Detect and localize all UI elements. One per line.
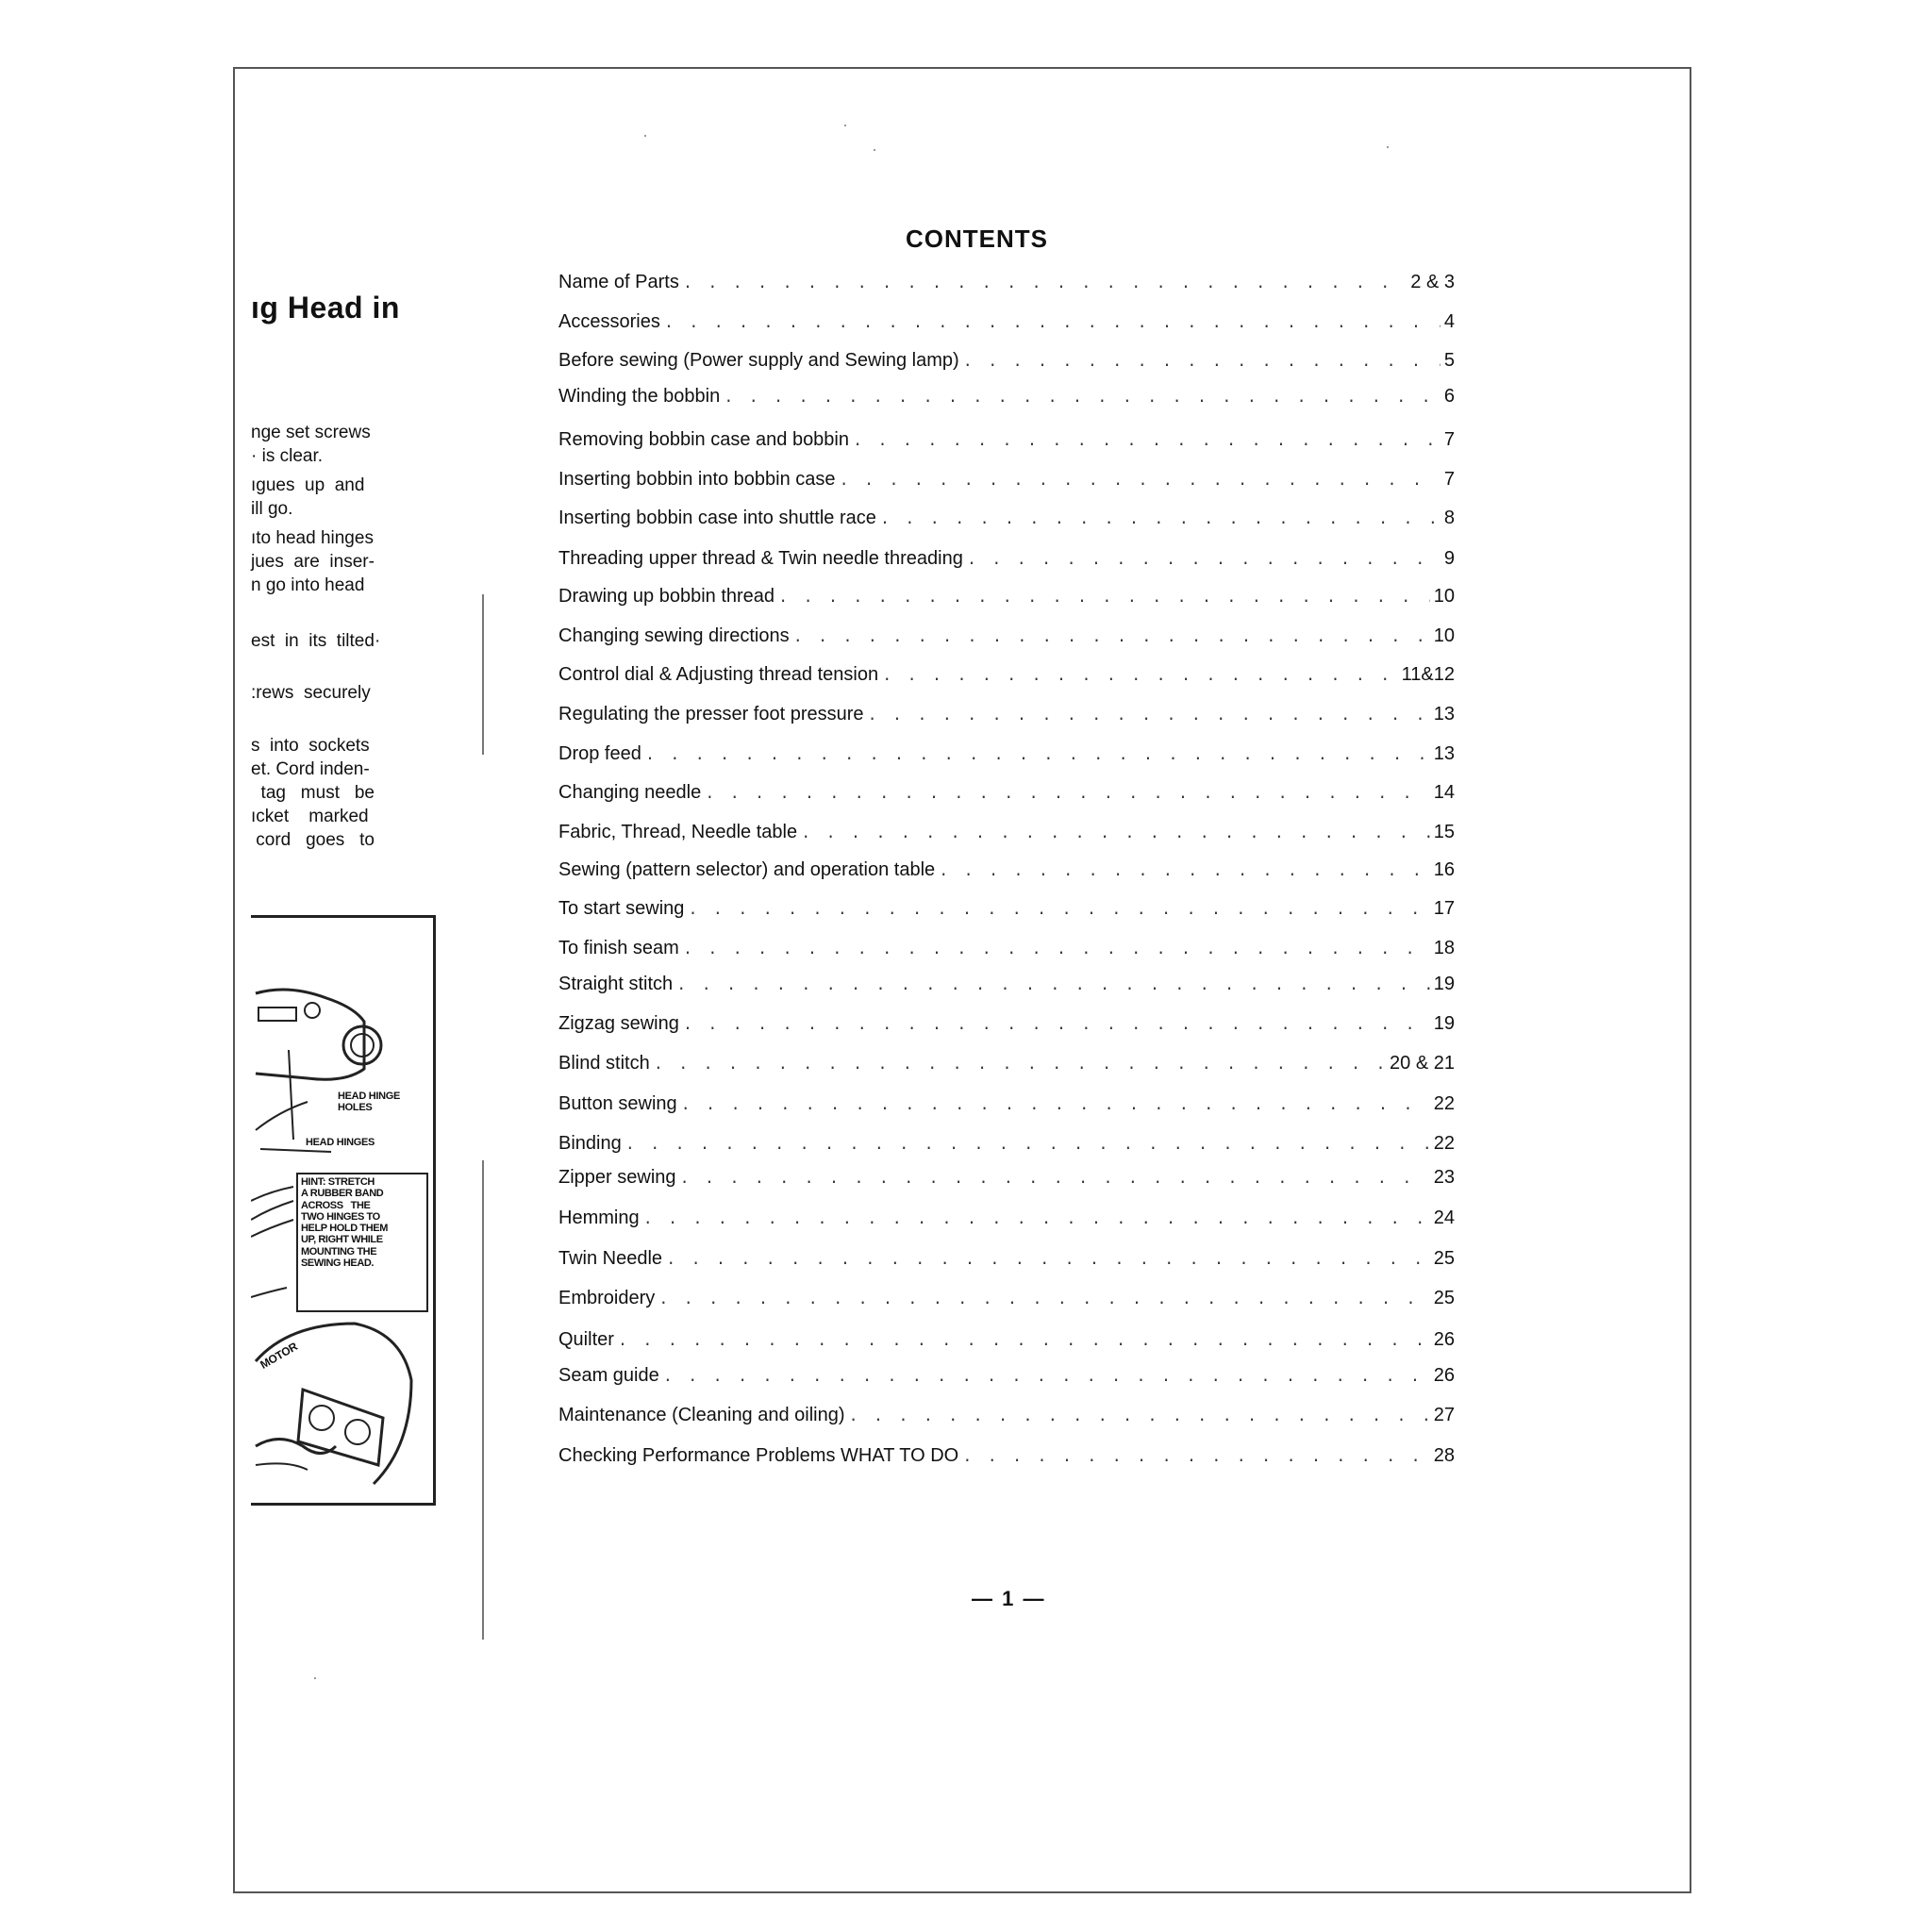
toc-entry-page: 9: [1443, 548, 1455, 569]
toc-entry: [558, 660, 1455, 689]
toc-entry-page: 27: [1433, 1405, 1455, 1425]
toc-leader-dots: [666, 1247, 1430, 1275]
page-gutter-line: [482, 1160, 484, 1640]
toc-entry-title: Zigzag sewing: [558, 1013, 679, 1034]
toc-leader-dots: [683, 1012, 1430, 1041]
toc-leader-dots: [618, 1328, 1430, 1357]
toc-entry-page: 28: [1433, 1445, 1455, 1466]
scan-speck: [314, 1677, 316, 1679]
toc-entry: [558, 425, 1455, 454]
left-page-heading: ıg Head in: [251, 291, 400, 325]
toc-leader-dots: [645, 742, 1430, 771]
toc-entry-page: 4: [1443, 311, 1455, 332]
toc-entry-page: 13: [1433, 743, 1455, 764]
toc-leader-dots: [688, 897, 1429, 925]
toc-entry: [558, 1090, 1455, 1118]
toc-entry: [558, 894, 1455, 923]
toc-entry: [558, 308, 1455, 336]
toc-entry: [558, 504, 1455, 532]
toc-entry: [558, 1244, 1455, 1273]
toc-leader-dots: [724, 385, 1441, 413]
toc-entry-title: Name of Parts: [558, 272, 679, 292]
toc-entry-page: 26: [1433, 1365, 1455, 1386]
toc-entry-title: Zipper sewing: [558, 1167, 676, 1188]
toc-entry-page: 15: [1433, 822, 1455, 842]
toc-entry-title: Blind stitch: [558, 1053, 650, 1074]
toc-leader-dots: [778, 585, 1430, 613]
toc-entry-page: 10: [1433, 625, 1455, 646]
toc-entry-page: 7: [1443, 469, 1455, 490]
page-gutter-line: [482, 594, 484, 755]
toc-entry-page: 14: [1433, 782, 1455, 803]
toc-entry-title: Button sewing: [558, 1093, 677, 1114]
toc-leader-dots: [680, 1166, 1430, 1194]
toc-entry-page: 22: [1433, 1133, 1455, 1154]
toc-leader-dots: [663, 1364, 1430, 1392]
toc-entry-title: Accessories: [558, 311, 660, 332]
toc-leader-dots: [882, 663, 1398, 691]
toc-leader-dots: [654, 1052, 1386, 1080]
toc-entry: [558, 1009, 1455, 1038]
toc-entry-title: Binding: [558, 1133, 622, 1154]
toc-entry-page: 25: [1433, 1248, 1455, 1269]
contents-title: CONTENTS: [906, 225, 1048, 253]
toc-entry: [558, 740, 1455, 768]
toc-leader-dots: [658, 1287, 1429, 1315]
toc-entry-page: 20 & 21: [1390, 1053, 1455, 1074]
toc-entry-page: 5: [1443, 350, 1455, 371]
toc-entry-title: Winding the bobbin: [558, 386, 721, 407]
toc-entry-title: Inserting bobbin case into shuttle race: [558, 508, 876, 528]
toc-entry-title: Quilter: [558, 1329, 614, 1350]
toc-entry-title: Inserting bobbin into bobbin case: [558, 469, 836, 490]
toc-leader-dots: [681, 1092, 1430, 1121]
toc-entry-page: 18: [1433, 938, 1455, 958]
toc-leader-dots: [962, 1444, 1430, 1473]
left-paragraph: ıgues up and ill go.: [251, 475, 365, 519]
toc-leader-dots: [793, 625, 1430, 653]
toc-entry-title: Threading upper thread & Twin needle threading: [558, 548, 963, 569]
toc-entry-title: Changing needle: [558, 782, 702, 803]
toc-entry-page: 10: [1433, 586, 1455, 607]
toc-entry-title: Drop feed: [558, 743, 641, 764]
toc-leader-dots: [967, 547, 1441, 575]
toc-entry: [558, 582, 1455, 610]
toc-entry-title: Seam guide: [558, 1365, 659, 1386]
toc-leader-dots: [625, 1132, 1430, 1160]
toc-entry: [558, 970, 1455, 998]
toc-entry: [558, 268, 1455, 296]
toc-entry-title: Embroidery: [558, 1288, 656, 1308]
toc-entry-title: Straight stitch: [558, 974, 674, 994]
left-paragraph: s into sockets et. Cord inden- tag must be ıcket marked cord goes to: [251, 736, 375, 850]
toc-entry: [558, 778, 1455, 807]
toc-entry: [558, 1325, 1455, 1354]
toc-leader-dots: [849, 1404, 1430, 1432]
toc-entry-page: 22: [1433, 1093, 1455, 1114]
toc-entry-title: Maintenance (Cleaning and oiling): [558, 1405, 845, 1425]
toc-leader-dots: [643, 1207, 1430, 1235]
toc-leader-dots: [676, 973, 1430, 1001]
scan-speck: [874, 149, 875, 151]
left-paragraph: nge set screws · is clear.: [251, 423, 371, 466]
left-paragraph: est in its tilted·: [251, 631, 381, 651]
toc-entry-title: Removing bobbin case and bobbin: [558, 429, 849, 450]
toc-entry: [558, 544, 1455, 573]
toc-entry-title: Before sewing (Power supply and Sewing lamp): [558, 350, 959, 371]
toc-leader-dots: [683, 271, 1407, 299]
toc-entry: [558, 700, 1455, 728]
toc-leader-dots: [840, 468, 1441, 496]
toc-entry-title: Hemming: [558, 1208, 640, 1228]
toc-entry-page: 2 & 3: [1410, 272, 1455, 292]
toc-entry-page: 6: [1443, 386, 1455, 407]
toc-leader-dots: [664, 310, 1441, 339]
toc-entry: [558, 818, 1455, 846]
toc-entry: [558, 1163, 1455, 1191]
toc-entry-title: Fabric, Thread, Needle table: [558, 822, 798, 842]
scan-speck: [644, 135, 646, 137]
toc-entry: [558, 1361, 1455, 1390]
toc-leader-dots: [801, 821, 1430, 849]
toc-leader-dots: [880, 507, 1441, 535]
toc-entry-title: Control dial & Adjusting thread tension: [558, 664, 879, 685]
toc-leader-dots: [963, 349, 1441, 377]
toc-entry: [558, 1441, 1455, 1470]
toc-entry: [558, 1401, 1455, 1429]
left-paragraph: ıto head hinges jues are inser- n go into head: [251, 528, 375, 595]
toc-entry-page: 8: [1443, 508, 1455, 528]
toc-entry: [558, 622, 1455, 650]
toc-entry-page: 7: [1443, 429, 1455, 450]
toc-entry: [558, 1284, 1455, 1312]
toc-entry-title: Drawing up bobbin thread: [558, 586, 775, 607]
toc-entry: [558, 465, 1455, 493]
scan-speck: [844, 125, 846, 126]
toc-entry-page: 19: [1433, 1013, 1455, 1034]
label-head-hinges: HEAD HINGES: [306, 1137, 375, 1148]
toc-entry-title: Sewing (pattern selector) and operation table: [558, 859, 936, 880]
toc-entry-title: Changing sewing directions: [558, 625, 790, 646]
toc-entry: [558, 856, 1455, 884]
toc-entry-title: To finish seam: [558, 938, 679, 958]
sewing-head-illustration: [251, 915, 436, 1506]
toc-entry-page: 25: [1433, 1288, 1455, 1308]
toc-entry: [558, 1204, 1455, 1232]
toc-entry: [558, 1129, 1455, 1158]
toc-entry-page: 11&12: [1401, 664, 1455, 685]
toc-entry-page: 24: [1433, 1208, 1455, 1228]
toc-entry-title: To start sewing: [558, 898, 685, 919]
scan-speck: [1387, 146, 1389, 148]
label-motor: MOTOR: [258, 1340, 300, 1372]
toc-entry: [558, 382, 1455, 410]
toc-leader-dots: [683, 937, 1430, 965]
toc-entry-page: 19: [1433, 974, 1455, 994]
toc-entry-page: 17: [1433, 898, 1455, 919]
toc-entry-page: 13: [1433, 704, 1455, 724]
left-paragraph: :rews securely: [251, 683, 371, 703]
toc-entry-title: Regulating the presser foot pressure: [558, 704, 864, 724]
toc-leader-dots: [868, 703, 1430, 731]
toc-entry-title: Checking Performance Problems WHAT TO DO: [558, 1445, 959, 1466]
toc-leader-dots: [853, 428, 1441, 457]
hint-box: HINT: STRETCH A RUBBER BAND ACROSS THE TWO HINGES TO HELP HOLD THEM UP, RIGHT WHILE MOUNTING THE SEWING HEAD.: [296, 1173, 428, 1312]
toc-leader-dots: [705, 781, 1430, 809]
toc-entry-title: Twin Needle: [558, 1248, 663, 1269]
toc-entry-page: 26: [1433, 1329, 1455, 1350]
page-number: — 1 —: [972, 1587, 1046, 1610]
toc-entry-page: 16: [1433, 859, 1455, 880]
label-head-hinge-holes: HEAD HINGE HOLES: [338, 1091, 401, 1113]
toc-entry: [558, 1049, 1455, 1077]
toc-entry: [558, 934, 1455, 962]
toc-leader-dots: [939, 858, 1430, 887]
toc-entry: [558, 346, 1455, 375]
toc-entry-page: 23: [1433, 1167, 1455, 1188]
